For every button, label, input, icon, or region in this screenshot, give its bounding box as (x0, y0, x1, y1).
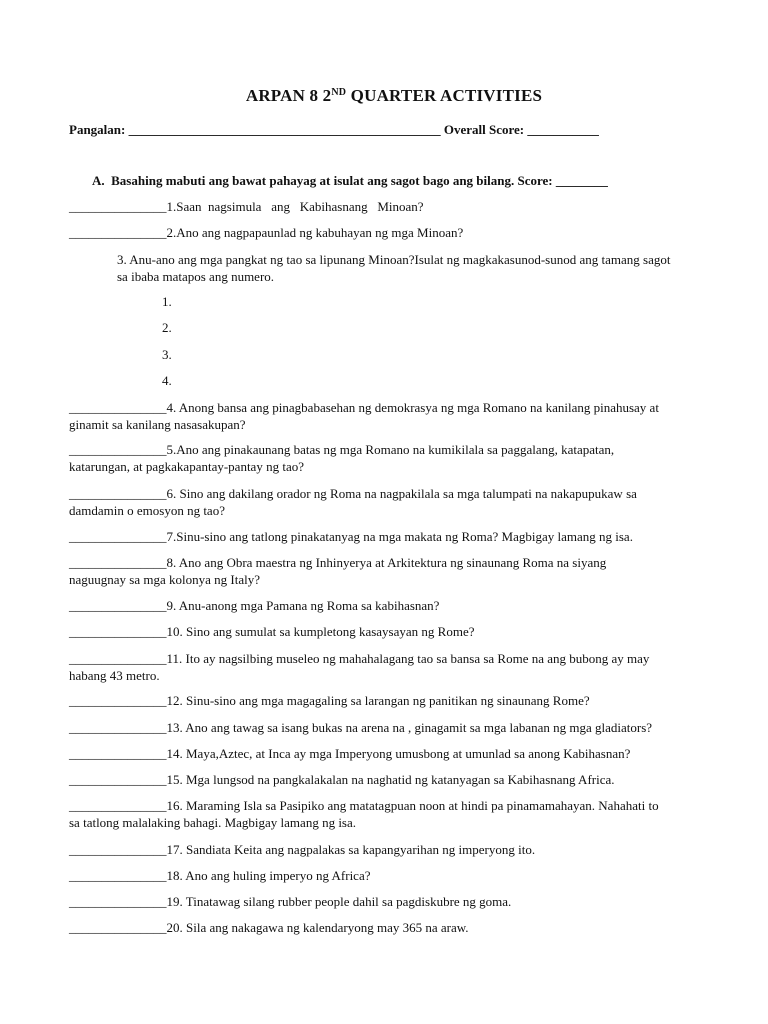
question-18: _______________18. Ano ang huling imperyo ng Africa? (69, 868, 371, 883)
question-8-line-1: _______________8. Ano ang Obra maestra ng Inhinyerya at Arkitektura ng sinaunang Roma na siyang (69, 555, 607, 570)
question-4-line-2: ginamit sa kanilang nasasakupan? (69, 417, 246, 432)
question-1: _______________1.Saan nagsimula ang Kabihasnang Minoan? (69, 199, 424, 214)
page-title (0, 87, 768, 104)
question-6-line-1: _______________6. Sino ang dakilang orador ng Roma na nagpakilala sa mga talumpati na nakapupukaw sa (69, 486, 637, 501)
section-a-instruction: A. Basahing mabuti ang bawat pahayag at isulat ang sagot bago ang bilang. Score: ________ (92, 173, 608, 188)
question-12: _______________12. Sinu-sino ang mga magagaling sa larangan ng panitikan ng sinaunang Rome? (69, 693, 590, 708)
name-score-line: Pangalan: ________________________________________________ Overall Score: ___________ (69, 122, 599, 137)
question-6-line-2: damdamin o emosyon ng tao? (69, 503, 225, 518)
question-16-line-1: _______________16. Maraming Isla sa Pasipiko ang matatagpuan noon at hindi pa pinamamahayan. Nahahati to (69, 798, 659, 813)
question-19: _______________19. Tinatawag silang rubber people dahil sa pagdiskubre ng goma. (69, 894, 512, 909)
question-20: _______________20. Sila ang nakagawa ng kalendaryong may 365 na araw. (69, 920, 469, 935)
question-13: _______________13. Ano ang tawag sa isang bukas na arena na , ginagamit sa mga labanan ng mga gladiators? (69, 720, 653, 735)
question-4-line-1: _______________4. Anong bansa ang pinagbabasehan ng demokrasya ng mga Romano na kanilang pinahusay at (69, 400, 659, 415)
question-3-line-1: 3. Anu-ano ang mga pangkat ng tao sa lipunang Minoan?Isulat ng magkakasunod-sunod ang tamang sagot (117, 252, 671, 267)
answer-item-4: 4. (162, 373, 172, 388)
title-suffix: QUARTER ACTIVITIES (346, 86, 543, 105)
question-2: _______________2.Ano ang nagpapaunlad ng kabuhayan ng mga Minoan? (69, 225, 464, 240)
answer-item-1: 1. (162, 294, 172, 309)
question-3-line-2: sa ibaba matapos ang numero. (117, 269, 275, 284)
question-17: _______________17. Sandiata Keita ang nagpalakas sa kapangyarihan ng imperyong ito. (69, 842, 536, 857)
question-16-line-2: sa tatlong malalaking bahagi. Magbigay lamang ng isa. (69, 815, 357, 830)
question-11-line-1: _______________11. Ito ay nagsilbing museleo ng mahahalagang tao sa bansa sa Rome na ang bubong ay may (69, 651, 650, 666)
question-10: _______________10. Sino ang sumulat sa kumpletong kasaysayan ng Rome? (69, 624, 475, 639)
answer-item-2: 2. (162, 320, 172, 335)
question-7: _______________7.Sinu-sino ang tatlong pinakatanyag na mga makata ng Roma? Magbigay lamang ng isa. (69, 529, 633, 544)
question-5-line-2: katarungan, at pagkakapantay-pantay ng tao? (69, 459, 304, 474)
question-14: _______________14. Maya,Aztec, at Inca ay mga Imperyong umusbong at umunlad sa anong Kabihasnan? (69, 746, 631, 761)
question-11-line-2: habang 43 metro. (69, 668, 160, 683)
answer-item-3: 3. (162, 347, 172, 362)
question-5-line-1: _______________5.Ano ang pinakaunang batas ng mga Romano na kumikilala sa paggalang, katapatan, (69, 442, 615, 457)
title-superscript: ND (331, 87, 347, 98)
question-9: _______________9. Anu-anong mga Pamana ng Roma sa kabihasnan? (69, 598, 440, 613)
question-8-line-2: naguugnay sa mga kolonya ng Italy? (69, 572, 260, 587)
title-prefix: ARPAN 8 2 (245, 86, 332, 105)
question-15: _______________15. Mga lungsod na pangkalakalan na naghatid ng katanyagan sa Kabihasnang Africa. (69, 772, 615, 787)
